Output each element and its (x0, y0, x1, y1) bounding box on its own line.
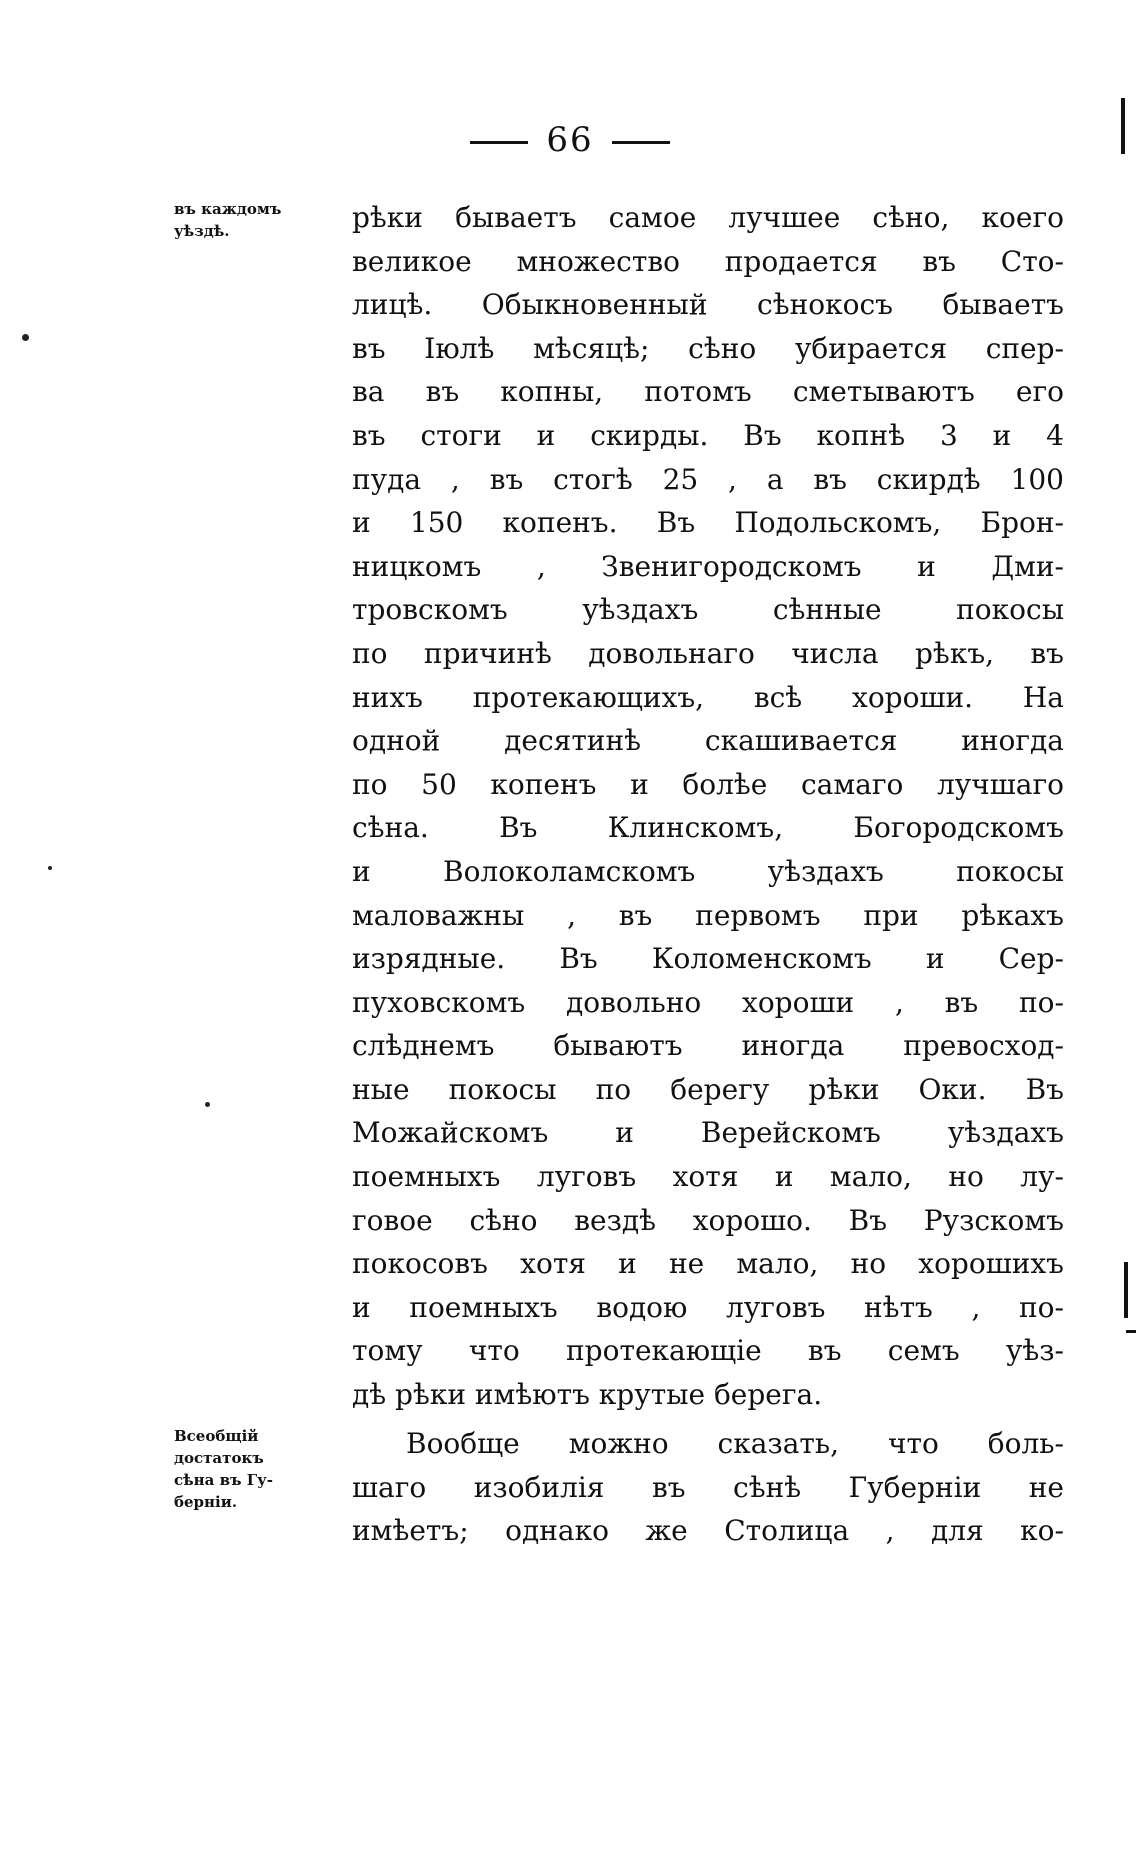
text-line: тровскомъ уѣздахъ сѣнные покосы (352, 593, 1064, 627)
main-paragraph-1 (352, 196, 1064, 1417)
text-line: ва въ копны, потомъ сметываютъ его (352, 375, 1064, 409)
main-paragraph-2 (352, 1422, 1064, 1553)
scan-speck (22, 334, 29, 341)
text-line: нихъ протекающихъ, всѣ хороши. На (352, 680, 1064, 714)
text-line: шаго изобилія въ сѣнѣ Губерніи не (352, 1470, 1064, 1504)
text-line: по причинѣ довольнаго числа рѣкъ, въ (352, 636, 1064, 670)
scan-speck (48, 866, 52, 870)
scan-edge-mark (1121, 98, 1125, 154)
text-line: имѣетъ; однако же Столица , для ко- (352, 1514, 1064, 1548)
text-line: ницкомъ , Звенигородскомъ и Дми- (352, 549, 1064, 583)
text-line: говое сѣно вездѣ хорошо. Въ Рузскомъ (352, 1203, 1064, 1237)
text-line: Вообще можно сказать, что боль- (406, 1427, 1064, 1460)
text-line: рѣки бываетъ самое лучшее сѣно, коего (352, 201, 1064, 234)
margin-note-line: берніи. (174, 1493, 238, 1511)
text-line: слѣднемъ бываютъ иногда превосход- (352, 1029, 1064, 1063)
margin-note-1 (174, 198, 342, 242)
text-line: и Волоколамскомъ уѣздахъ покосы (352, 854, 1064, 888)
scan-speck (205, 1102, 210, 1107)
text-line: сѣна. Въ Клинскомъ, Богородскомъ (352, 811, 1064, 845)
margin-note-line: сѣна въ Гу- (174, 1471, 273, 1489)
text-line: тому что протекающіе въ семъ уѣз- (352, 1334, 1064, 1368)
text-line: одной десятинѣ скашивается иногда (352, 724, 1064, 758)
text-line: дѣ рѣки имѣютъ крутые берега. (352, 1378, 823, 1412)
text-line: Можайскомъ и Верейскомъ уѣздахъ (352, 1116, 1064, 1150)
text-line: изрядные. Въ Коломенскомъ и Сер- (352, 942, 1064, 976)
text-line: лицѣ. Обыкновенный сѣнокосъ бываетъ (352, 288, 1064, 322)
text-line: въ стоги и скирды. Въ копнѣ 3 и 4 (352, 418, 1064, 452)
page-number: 66 (546, 120, 594, 160)
margin-note-line: Всеобщій (174, 1427, 259, 1445)
text-line: въ Іюлѣ мѣсяцѣ; сѣно убирается спер- (352, 331, 1064, 365)
margin-note-line: достатокъ (174, 1449, 264, 1467)
text-line: и поемныхъ водою луговъ нѣтъ , по- (352, 1290, 1064, 1324)
margin-note-line: въ каждомъ (174, 200, 282, 218)
margin-note-2 (174, 1425, 342, 1513)
text-line: поемныхъ луговъ хотя и мало, но лу- (352, 1160, 1064, 1194)
text-line: маловажны , въ первомъ при рѣкахъ (352, 898, 1064, 932)
text-line: пуховскомъ довольно хороши , въ по- (352, 985, 1064, 1019)
text-line: по 50 копенъ и болѣе самаго лучшаго (352, 767, 1064, 801)
text-line: ные покосы по берегу рѣки Оки. Въ (352, 1072, 1064, 1106)
scan-edge-mark (1124, 1262, 1128, 1318)
text-line: и 150 копенъ. Въ Подольскомъ, Брон- (352, 506, 1064, 540)
text-line: великое множество продается въ Сто- (352, 244, 1064, 278)
header-dash-right (612, 141, 670, 144)
header-dash-left (470, 141, 528, 144)
text-line: пуда , въ стогѣ 25 , а въ скирдѣ 100 (352, 462, 1064, 496)
scan-edge-mark (1126, 1330, 1136, 1333)
page-header (0, 120, 1140, 160)
margin-note-line: уѣздѣ. (174, 222, 230, 240)
text-line: покосовъ хотя и не мало, но хорошихъ (352, 1247, 1064, 1281)
